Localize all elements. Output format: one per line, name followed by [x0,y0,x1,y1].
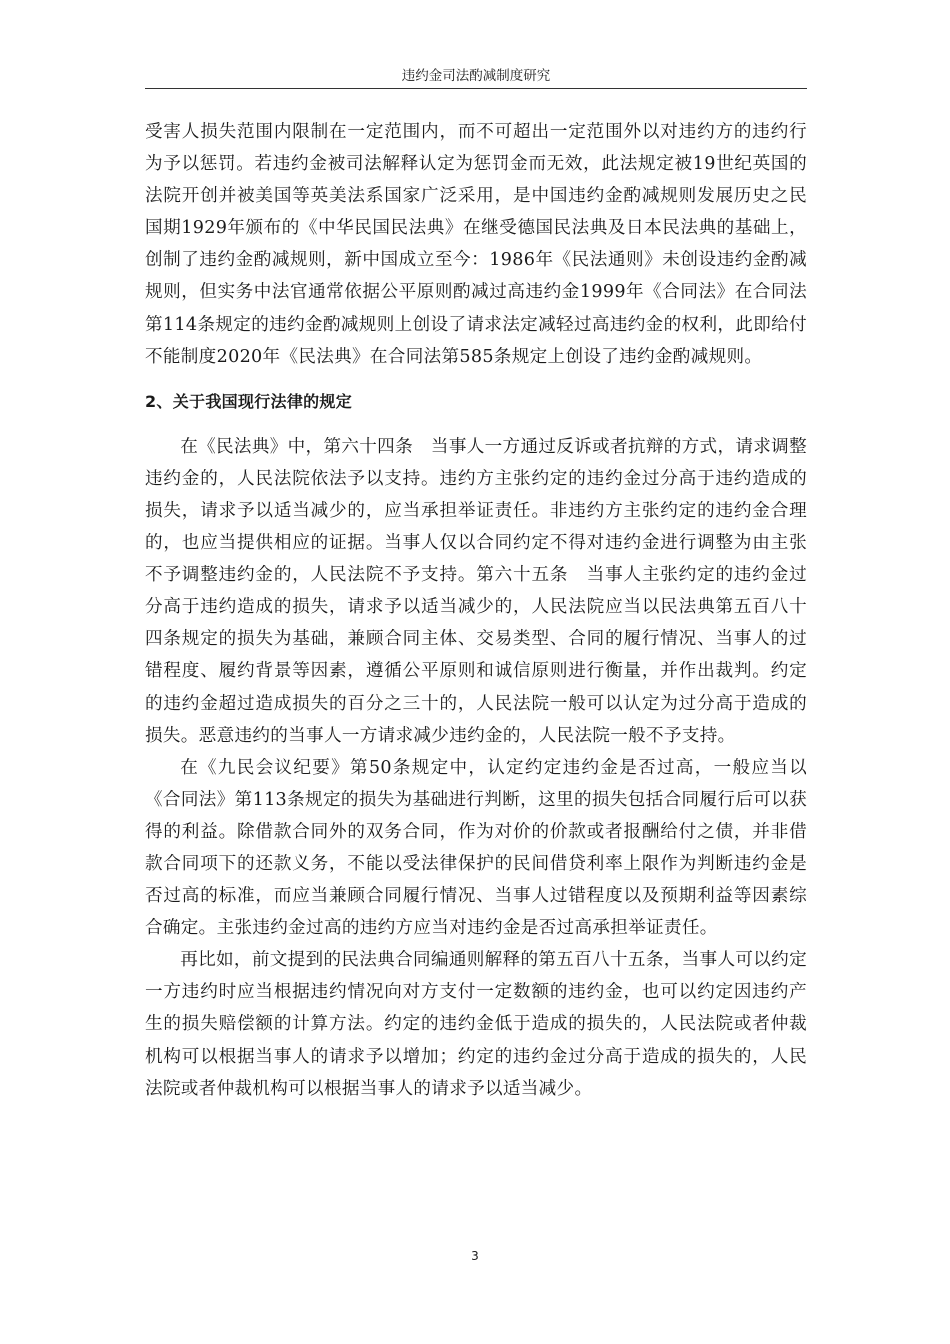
paragraph-ninth-minutes: 在《九民会议纪要》第50条规定中，认定约定违约金是否过高，一般应当以《合同法》第113条规定的损失为基础进行判断，这里的损失包括合同履行后可以获得的利益。除借款合同外的双务合同，作为对价的价款或者报酬给付之债，并非借款合同项下的还款义务，不能以受法律保护的民间借贷利率上限作为判断违约金是否过高的标准，而应当兼顾合同履行情况、当事人过错程度以及预期利益等因素综合确定。主张违约金过高的违约方应当对违约金是否过高承担举证责任。 [145,757,807,939]
paragraph-article-585: 再比如，前文提到的民法典合同编通则解释的第五百八十五条，当事人可以约定一方违约时应当根据违约情况向对方支付一定数额的违约金，也可以约定因违约产生的损失赔偿额的计算方法。约定的违约金低于造成的损失的，人民法院或者仲裁机构可以根据当事人的请求予以增加；约定的违约金过分高于造成的损失的，人民法院或者仲裁机构可以根据当事人的请求予以适当减少。 [145,950,807,1099]
paragraph-civil-code: 在《民法典》中，第六十四条 当事人一方通过反诉或者抗辩的方式，请求调整违约金的，人民法院依法予以支持。违约方主张约定的违约金过分高于违约造成的损失，请求予以适当减少的，应当承担举证责任。非违约方主张约定的违约金合理的，也应当提供相应的证据。当事人仅以合同约定不得对违约金进行调整为由主张不予调整违约金的，人民法院不予支持。第六十五条 当事人主张约定的违约金过分高于违约造成的损失，请求予以适当减少的，人民法院应当以民法典第五百八十四条规定的损失为基础，兼顾合同主体、交易类型、合同的履行情况、当事人的过错程度、履约背景等因素，遵循公平原则和诚信原则进行衡量，并作出裁判。约定的违约金超过造成损失的百分之三十的，人民法院一般可以认定为过分高于造成的损失。恶意违约的当事人一方请求减少违约金的，人民法院一般不予支持。 [145,436,807,746]
header-divider [145,88,807,89]
section-heading: 2、关于我国现行法律的规定 [145,391,353,411]
page-number: 3 [471,1249,479,1263]
paragraph-continued: 受害人损失范围内限制在一定范围内，而不可超出一定范围外以对违约方的违约行为予以惩罚。若违约金被司法解释认定为惩罚金而无效，此法规定被19世纪英国的法院开创并被美国等英美法系国家广泛采用，是中国违约金酌减规则发展历史之民国期1929年颁布的《中华民国民法典》在继受德国民法典及日本民法典的基础上，创制了违约金酌减规则，新中国成立至今：1986年《民法通则》未创设违约金酌减规则，但实务中法官通常依据公平原则酌减过高违约金1999年《合同法》在合同法第114条规定的违约金酌减规则上创设了请求法定减轻过高违约金的权利，此即给付不能制度2020年《民法典》在合同法第585条规定上创设了违约金酌减规则。 [145,122,807,367]
page-body [145,116,807,1105]
running-header: 违约金司法酌减制度研究 [401,68,551,84]
